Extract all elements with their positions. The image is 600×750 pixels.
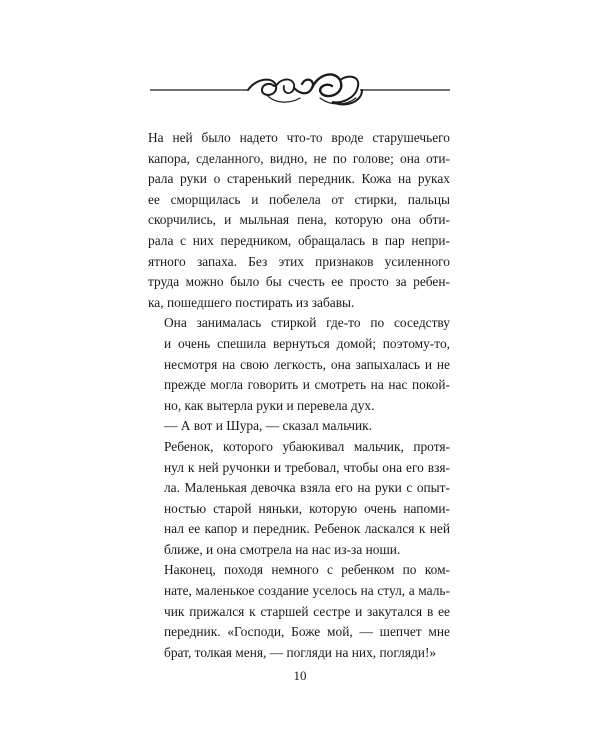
- text-line: чик прижался к старшей сестре и закутался в ее: [164, 603, 450, 619]
- text-line: и очень спешила вернуться домой; поэтому-то,: [164, 335, 450, 351]
- text-line: передник. «Господи, Боже мой, — шепчет мне: [164, 624, 450, 640]
- text-line: нал ее капор и передник. Ребенок ласкался к ней: [164, 521, 450, 537]
- text-line: Наконец, походя немного с ребенком по ком-: [164, 562, 450, 578]
- text-line: скорчились, и мыльная пена, которую она обти-: [148, 212, 450, 228]
- text-line: ка, пошедшего постирать из забавы.: [148, 294, 355, 310]
- paragraph-2: [148, 313, 450, 416]
- text-line: Ребенок, которого убаюкивал мальчик, протя-: [164, 438, 450, 454]
- text-line: но, как вытерла руки и перевела дух.: [164, 397, 375, 413]
- text-line: брат, толкая меня, — погляди на них, погляди!»: [164, 644, 437, 660]
- text-line: прежде могла говорить и смотреть на нас покой-: [164, 377, 450, 393]
- paragraph-4: [148, 437, 450, 561]
- text-line: рала руки о старенький передник. Кожа на руках: [148, 171, 450, 187]
- text-line: ближе, и она смотрела на нас из-за ноши.: [164, 541, 401, 557]
- text-line: рала с них передником, обращалась в пар непри-: [148, 232, 450, 248]
- text-line: ятного запаха. Без этих признаков усиленного: [148, 253, 450, 269]
- text-line: ностью старой няньки, которую очень напоми-: [164, 500, 450, 516]
- text-line: несмотря на свою легкость, она запыхалась и не: [164, 356, 450, 372]
- text-line: — А вот и Шура, — сказал мальчик.: [164, 418, 373, 434]
- text-line: нате, маленькое создание уселось на стул, а маль-: [164, 583, 450, 599]
- text-line: На ней было надето что-то вроде старушечьего: [148, 130, 450, 145]
- paragraph-3: [148, 416, 450, 437]
- paragraph-1: [148, 128, 450, 313]
- decorative-ornament-icon: [150, 64, 450, 114]
- page-number: 10: [293, 668, 307, 683]
- text-line: капора, сделанного, видно, не по голове; она оти-: [148, 150, 450, 166]
- paragraph-5: [148, 560, 450, 663]
- text-line: нул к ней ручонки и требовал, чтобы она его взя-: [164, 459, 450, 475]
- text-line: ее сморщилась и побелела от стирки, пальцы: [148, 191, 450, 207]
- body-text: [148, 128, 450, 663]
- text-line: ла. Маленькая девочка взяла его на руки с опыт-: [164, 480, 450, 496]
- text-line: труда можно было бы счесть ее просто за ребен-: [148, 274, 450, 290]
- text-line: Она занималась стиркой где-то по соседству: [164, 315, 450, 331]
